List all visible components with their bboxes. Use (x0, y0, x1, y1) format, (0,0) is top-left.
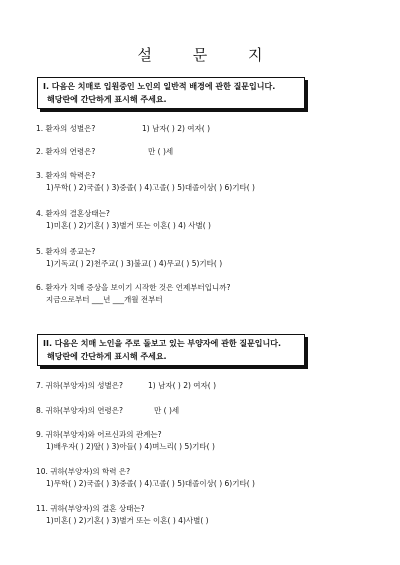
page-title: 설 문 지 (137, 46, 281, 64)
question-1 (36, 123, 210, 135)
question-10-text: 10. 귀하(부양자)의 학력 은? (36, 467, 131, 476)
question-2-text: 2. 환자의 연령은? (36, 147, 96, 156)
section-2-header (37, 334, 305, 366)
question-9-options[interactable]: 1)배우자( ) 2)딸( ) 3)아들( ) 4)며느리( ) 5)기타( ) (46, 442, 215, 451)
question-8-text: 8. 귀하(부양자)의 연령은? (36, 406, 123, 415)
question-5-text: 5. 환자의 종교는? (36, 247, 96, 256)
question-3 (36, 170, 255, 194)
section-1-header (37, 77, 305, 109)
question-11 (36, 503, 209, 527)
section-2-header-line1: II. 다음은 치매 노인을 주로 돌보고 있는 부양자에 관한 질문입니다. (43, 339, 282, 348)
question-2-options[interactable]: 만 ( )세 (148, 147, 174, 156)
question-7 (36, 380, 216, 392)
question-3-options[interactable]: 1)무학( ) 2)국졸( ) 3)중졸( ) 4)고졸( ) 5)대졸이상( ) 6)기타( ) (46, 183, 255, 192)
question-7-options[interactable]: 1) 남자( ) 2) 여자( ) (148, 381, 216, 390)
question-4-text: 4. 환자의 결혼상태는? (36, 209, 110, 218)
question-5-options[interactable]: 1)기독교( ) 2)천주교( ) 3)불교( ) 4)무교( ) 5)기타( ) (46, 259, 223, 268)
question-1-options[interactable]: 1) 남자( ) 2) 여자( ) (142, 124, 210, 133)
question-10 (36, 466, 255, 490)
question-2 (36, 146, 173, 158)
question-11-text: 11. 귀하(부양자)의 결혼 상태는? (36, 504, 145, 513)
question-4 (36, 208, 211, 232)
question-3-text: 3. 환자의 학력은? (36, 171, 96, 180)
question-5 (36, 246, 222, 270)
question-6-text: 6. 환자가 치매 증상을 보이기 시작한 것은 언제부터입니까? (36, 283, 231, 292)
question-6-options[interactable]: 지금으로부터 ___년 ___개월 전부터 (46, 295, 163, 304)
section-1-header-line2: 해당란에 간단하게 표시해 주세요. (47, 95, 167, 104)
section-2-header-line2: 해당란에 간단하게 표시해 주세요. (47, 352, 167, 361)
question-9 (36, 429, 215, 453)
question-6 (36, 282, 230, 306)
question-8-options[interactable]: 만 ( )세 (154, 406, 180, 415)
question-7-text: 7. 귀하(부양자)의 성별은? (36, 381, 123, 390)
question-10-options[interactable]: 1)무학( ) 2)국졸( ) 3)중졸( ) 4)고졸( ) 5)대졸이상( ) 6)기타( ) (46, 479, 255, 488)
question-8 (36, 405, 179, 417)
section-1-header-line1: I. 다음은 치매로 입원중인 노인의 일반적 배경에 관한 질문입니다. (43, 82, 276, 91)
question-1-text: 1. 환자의 성별은? (36, 124, 96, 133)
question-4-options[interactable]: 1)미혼( ) 2)기혼( ) 3)별거 또는 이혼( ) 4) 사별( ) (46, 221, 211, 230)
question-11-options[interactable]: 1)미혼( ) 2)기혼( ) 3)별거 또는 이혼( ) 4)사별( ) (46, 516, 209, 525)
question-9-text: 9. 귀하(부양자)와 어르신과의 관계는? (36, 430, 162, 439)
